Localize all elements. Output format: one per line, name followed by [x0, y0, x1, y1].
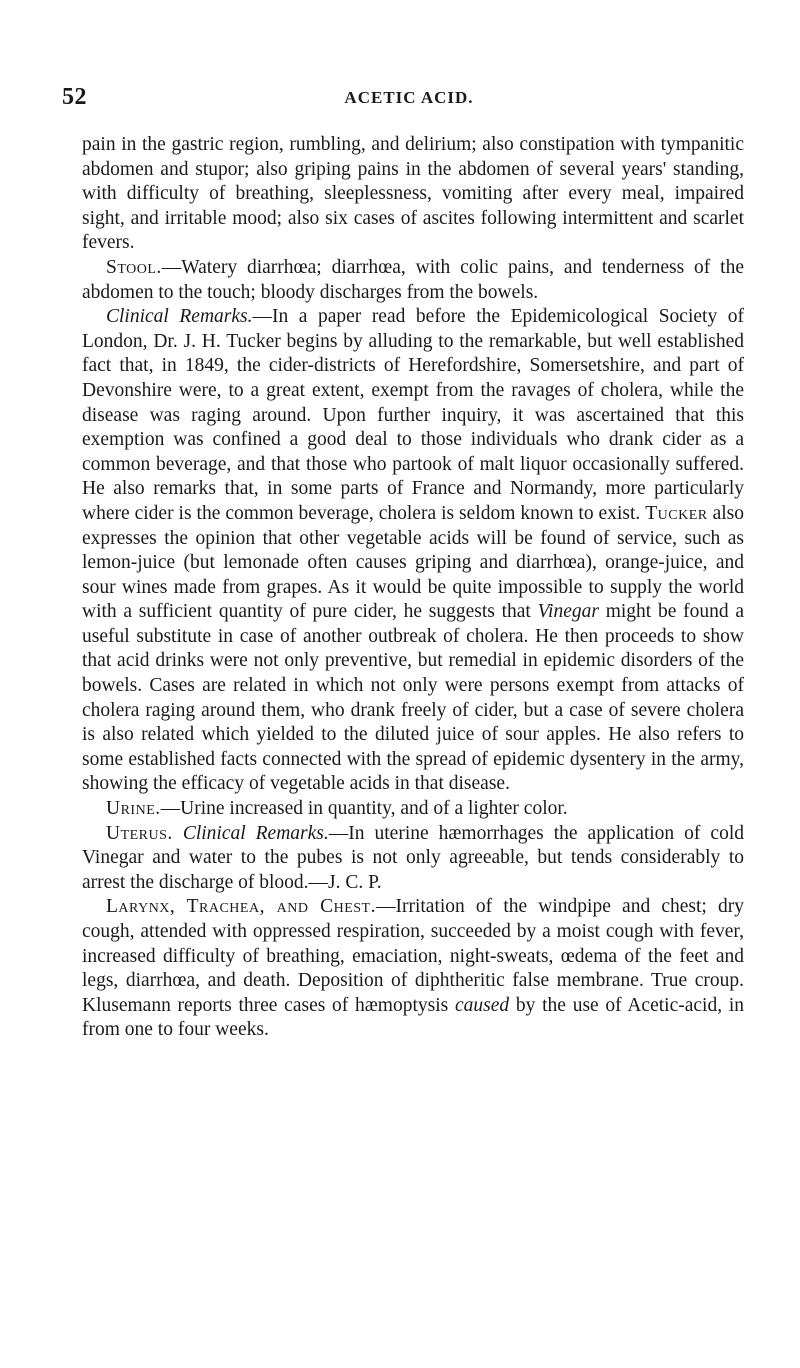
paragraph-text: —Watery diarrhœa; diarrhœa, with colic pains, and tenderness of the abdomen to the touch; bloody discharges from the bowels.: [82, 256, 744, 303]
section-heading-urine: Urine.: [106, 798, 161, 820]
running-head: ACETIC ACID.: [344, 88, 474, 107]
paragraph-text: also expresses the opinion that other vegetable acids will be found of service, such as lemon-juice (but lemonade often causes griping and diarrhœa), orange-juice, and sour wines made from grapes. As it would be quite impossible to supply the world with a sufficient quantity of pure cider, he suggests that: [82, 502, 744, 623]
body-text: [82, 133, 744, 1043]
paragraph-clinical-remarks: [82, 305, 744, 797]
paragraph-text: pain in the gastric region, rumbling, and delirium; also constipation with tympanitic abdomen and stupor; also griping pains in the abdomen of several years' standing, with difficulty of breathing, sleeplessness, vomiting after every meal, impaired sight, and irritable mood; also six cases of ascites following intermittent and scarlet fevers.: [82, 134, 744, 254]
emphasis-word: Vinegar: [537, 601, 599, 623]
page-number: 52: [62, 84, 87, 110]
emphasis-word: caused: [454, 994, 510, 1016]
section-heading-larynx: Larynx, Trachea, and Chest.: [106, 896, 376, 918]
paragraph-continuation: [82, 133, 744, 256]
author-name: Tucker: [645, 502, 708, 524]
paragraph-text: by the use of Acetic-acid, in from one to four weeks.: [82, 994, 744, 1041]
paragraph-uterus: [82, 822, 744, 896]
paragraph-urine: [82, 797, 744, 822]
section-heading-uterus: Uterus.: [106, 822, 173, 844]
paragraph-larynx: [82, 895, 744, 1043]
section-heading-stool: Stool.: [106, 256, 162, 278]
clinical-remarks-heading: Clinical Remarks.: [106, 306, 253, 328]
page-header: [62, 84, 726, 114]
paragraph-text: —In uterine hæmorrhages the application of cold Vinegar and water to the pubes is not only agreeable, but tends considerably to arrest the discharge of blood.—J. C. P.: [82, 822, 745, 893]
paragraph-text: —Irritation of the windpipe and chest; dry cough, attended with oppressed respiration, succeeded by a moist cough with fever, increased difficulty of breathing, emaciation, night-sweats, œdema of the feet and legs, diarrhœa, and death. Deposition of diphtheritic false membrane. True croup. Klusemann reports three cases of hæmoptysis: [82, 896, 744, 1016]
paragraph-text: might be found a useful substitute in case of another outbreak of cholera. He then proceeds to show that acid drinks were not only preventive, but remedial in epidemic disorders of the bowels. Cases are related in which not only were persons exempt from attacks of cholera raging around them, who drank freely of cider, but a case of severe cholera is also related which yielded to the diluted juice of sour apples. He also refers to some established facts connected with the spread of epidemic dysentery in the army, showing the efficacy of vegetable acids in that disease.: [82, 601, 744, 795]
paragraph-stool: [82, 256, 744, 305]
paragraph-text: —Urine increased in quantity, and of a lighter color.: [160, 798, 568, 820]
clinical-remarks-heading: Clinical Remarks.: [182, 822, 329, 844]
paragraph-text: —In a paper read before the Epidemicological Society of London, Dr. J. H. Tucker begins by alluding to the remarkable, but well established fact that, in 1849, the cider-districts of Herefordshire, Somersetshire, and part of Devonshire were, to a great extent, exempt from the ravages of cholera, while the disease was raging around. Upon further inquiry, it was ascertained that this exemption was confined a good deal to those individuals who drank cider as a common beverage, and that those who partook of malt liquor occasionally suffered. He also remarks that, in some parts of France and Normandy, more particularly where cider is the common beverage, cholera is seldom known to exist.: [82, 306, 744, 524]
